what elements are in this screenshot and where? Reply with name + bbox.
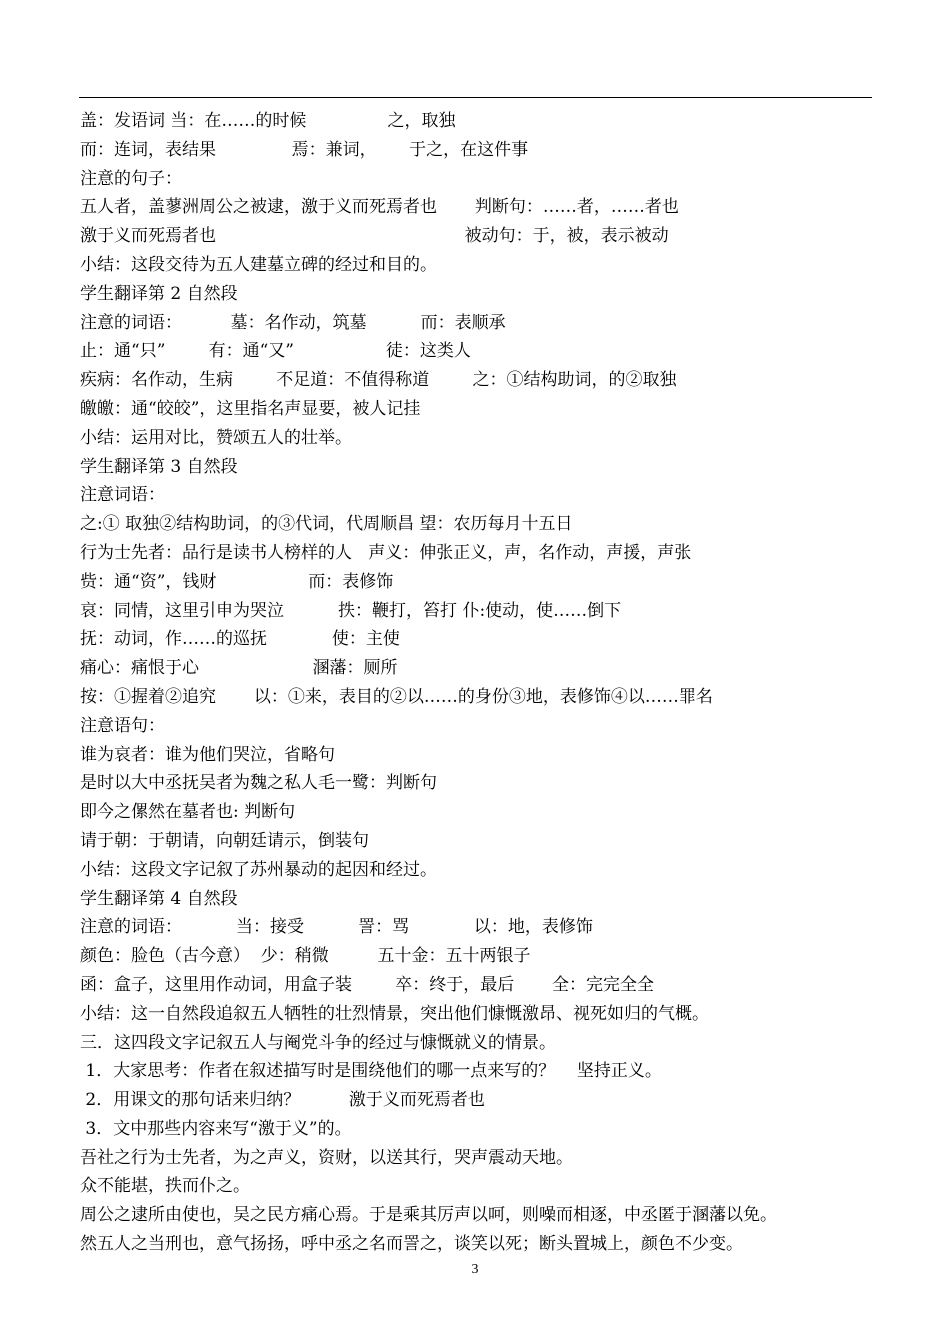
text-line: 行为士先者：品行是读书人榜样的人 声义：伸张正义，声，名作动，声援，声张 — [80, 542, 692, 563]
numbered-item: 1．大家思考：作者在叙述描写时是围绕他们的哪一点来写的？ 坚持正义。 — [80, 1061, 662, 1082]
text-line: 而：连词，表结果 焉：兼词， 于之，在这件事 — [80, 139, 529, 160]
text-line: 五人者，盖蓼洲周公之被逮，激于义而死焉者也 判断句：……者，……者也 — [80, 197, 679, 218]
text-line: 小结：这段文字记叙了苏州暴动的起因和经过。 — [80, 859, 437, 880]
text-line: 赀：通“资”，钱财 而：表修饰 — [80, 571, 394, 592]
text-line: 止：通“只” 有：通“又” 徒：这类人 — [80, 341, 471, 362]
text-line: 痛心：痛恨于心 溷藩：厕所 — [80, 658, 398, 679]
text-line: 注意语句： — [80, 715, 165, 736]
text-line: 颜色：脸色（古今意） 少：稍微 五十金：五十两银子 — [80, 946, 531, 967]
text-line: 之:① 取独②结构助词，的③代词，代周顺昌 望：农历每月十五日 — [80, 514, 573, 535]
text-line: 是时以大中丞抚吴者为魏之私人毛一鹭：判断句 — [80, 773, 437, 794]
text-line: 注意的句子： — [80, 168, 182, 189]
text-line: 然五人之当刑也，意气扬扬，呼中丞之名而詈之，谈笑以死；断头置城上，颜色不少变。 — [80, 1234, 743, 1255]
text-line: 按：①握着②追究 以：①来，表目的②以……的身份③地，表修饰④以……罪名 — [80, 686, 713, 707]
numbered-item: 3．文中那些内容来写“激于义”的。 — [80, 1118, 352, 1139]
section-heading: 学生翻译第 4 自然段 — [80, 888, 238, 909]
text-line: 注意的词语： 墓：名作动，筑墓 而：表顺承 — [80, 312, 506, 333]
text-line: 请于朝：于朝请，向朝廷请示，倒装句 — [80, 830, 369, 851]
text-line: 即今之傫然在墓者也: 判断句 — [80, 802, 296, 823]
text-line: 周公之逮所由使也，吴之民方痛心焉。于是乘其厉声以呵，则噪而相逐，中丞匿于溷藩以免。 — [80, 1205, 777, 1226]
document-body — [80, 107, 880, 1259]
text-line: 哀：同情，这里引申为哭泣 抶：鞭打，笞打 仆:使动，使……倒下 — [80, 600, 622, 621]
text-line: 众不能堪，抶而仆之。 — [80, 1176, 250, 1197]
text-line: 盖：发语词 当：在……的时候 之，取独 — [80, 111, 456, 131]
text-line: 小结：这一自然段追叙五人牺牲的壮烈情景，突出他们慷慨激昂、视死如归的气概。 — [80, 1003, 709, 1024]
text-line: 函：盒子，这里用作动词，用盒子装 卒：终于，最后 全：完完全全 — [80, 974, 655, 995]
numbered-item: 2．用课文的那句话来归纳？ 激于义而死焉者也 — [80, 1090, 485, 1111]
section-heading: 学生翻译第 3 自然段 — [80, 456, 238, 477]
text-line: 疾病：名作动，生病 不足道：不值得称道 之：①结构助词，的②取独 — [80, 370, 677, 391]
text-line: 小结：这段交待为五人建墓立碑的经过和目的。 — [80, 254, 437, 275]
text-line: 小结：运用对比，赞颂五人的壮举。 — [80, 427, 352, 448]
page-number: 3 — [471, 1262, 479, 1277]
text-line: 三．这四段文字记叙五人与阉党斗争的经过与慷慨就义的情景。 — [80, 1032, 556, 1053]
text-line: 皦皦：通“皎皎”，这里指名声显要，被人记挂 — [80, 398, 421, 419]
text-line: 注意的词语： 当：接受 詈：骂 以：地，表修饰 — [80, 917, 593, 938]
text-line: 抚：动词，作……的巡抚 使：主使 — [80, 629, 400, 650]
header-rule — [79, 97, 872, 98]
section-heading: 学生翻译第 2 自然段 — [80, 283, 238, 304]
text-line: 吾社之行为士先者，为之声义，资财，以送其行，哭声震动天地。 — [80, 1147, 573, 1168]
text-line: 注意词语： — [80, 485, 165, 506]
text-line: 谁为哀者：谁为他们哭泣，省略句 — [80, 744, 335, 765]
text-line: 激于义而死焉者也 被动句：于，被，表示被动 — [80, 226, 669, 247]
